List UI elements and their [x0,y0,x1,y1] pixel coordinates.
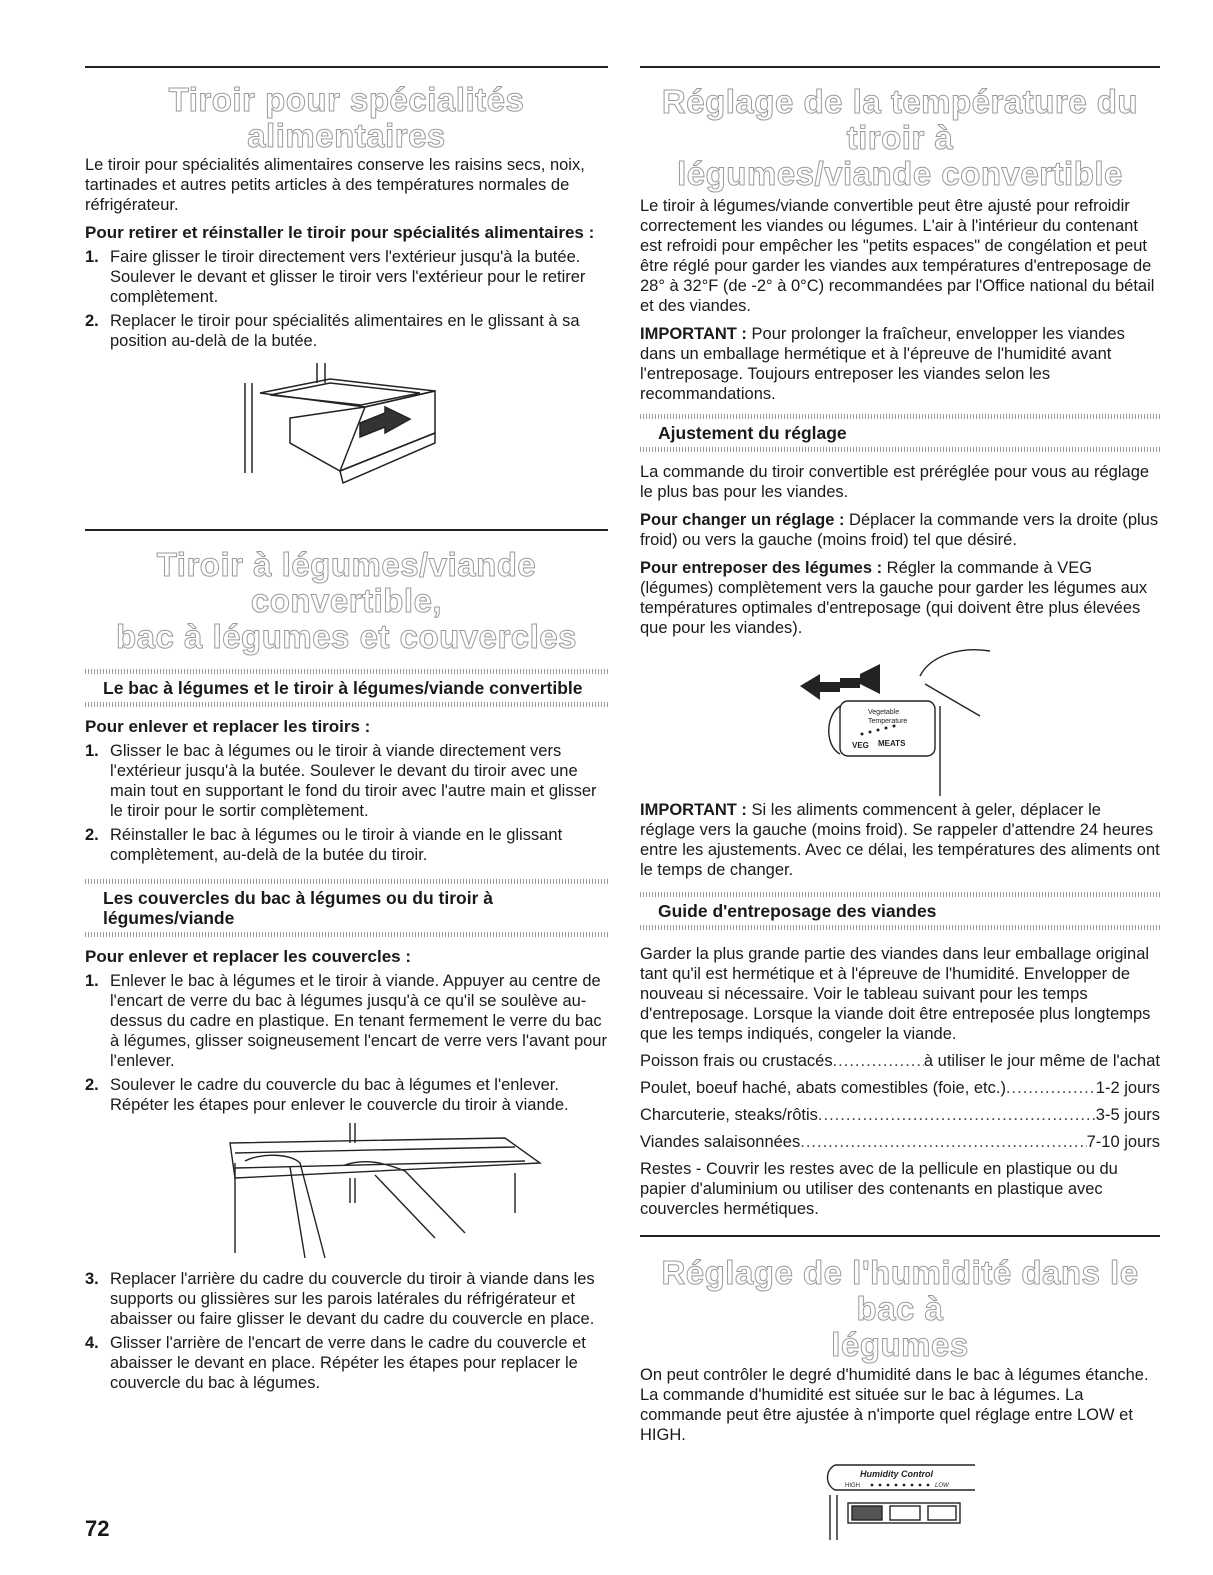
humidity-control-figure [640,1455,1160,1545]
table-row: Charcuterie, steaks/rôtis ..... 3-5 jours [640,1105,1160,1125]
list-item: 2. Soulever le cadre du couvercle du bac à légumes et l'enlever. Répéter les étapes pour enlever le couvercle du tiroir à viande. [85,1076,569,1114]
temp-figure-label-vegetable: Vegetable [868,709,900,716]
subhead-band-bottom [85,702,608,707]
list-item: 1. Faire glisser le tiroir directement vers l'extérieur jusqu'à la butée. Soulever le devant et glisser le tiroir vers l'extérieur pour le retirer complètement. [85,248,586,306]
list-item: 3. Replacer l'arrière du cadre du couvercle du tiroir à viande dans les supports ou glissières sur les parois latérales du réfrigérateur et abaisser ou faire glisser le devant du cadre du couvercle en place. [85,1270,595,1328]
temp-figure-label-meats: MEATS [878,739,906,748]
drawer-steps [85,741,608,865]
section-title-temp-line2: légumes/viande convertible [677,155,1123,192]
temp-figure-label-temperature: Temperature [868,718,908,725]
right-column [640,0,1160,1545]
important-note-2: IMPORTANT : Si les aliments commencent à geler, déplacer le réglage vers la gauche (moins froid). Se rappeler d'attendre 24 heures entre les ajustements. Avec ce délai, les températures des aliments ont le temps de changer. [640,801,1160,879]
section-rule-convertible [85,529,608,531]
humidity-figure-title: Humidity Control [860,1469,933,1479]
change-setting: Pour changer un réglage : Déplacer la commande vers la droite (plus froid) ou vers la gauche (moins froid) tel que désiré. [640,511,1159,549]
specialty-steps [85,247,608,351]
section-rule-humidity [640,1235,1160,1237]
veg-setting: Pour entreposer des légumes : Régler la commande à VEG (légumes) complètement vers la gauche pour garder les légumes aux températures optimales d'entreposage (qui doivent être plus élevées que pour les viandes). [640,559,1148,637]
section-title-convertible-line1: Tiroir à légumes/viande convertible, [156,546,537,619]
specialty-drawer-figure [85,363,608,513]
table-row: Poisson frais ou crustacés ..... à utiliser le jour même de l'achat [640,1051,1160,1071]
cover-steps [85,971,608,1115]
subhead-storage-guide: Guide d'entreposage des viandes [658,901,937,921]
top-rule-left [85,66,608,68]
subhead-covers: Les couvercles du bac à légumes ou du tiroir à légumes/viande [103,888,493,928]
specialty-intro: Le tiroir pour spécialités alimentaires conserve les raisins secs, noix, tartinades et autres petits articles à des températures normales de réfrigérateur. [85,156,585,214]
drawers-head: Pour enlever et replacer les tiroirs : [85,717,371,736]
adjust-text: La commande du tiroir convertible est préréglée pour vous au réglage le plus bas pour les viandes. [640,463,1150,501]
section-title-humidity-line1: Réglage de l'humidité dans le bac à [661,1254,1139,1327]
subhead-band-bottom-2 [85,932,608,937]
section-title-humidity-line2: légumes [831,1326,969,1363]
page-number: 72 [85,1516,110,1541]
section-title-specialty-drawer: Tiroir pour spécialités alimentaires [168,81,525,154]
list-item: 1. Enlever le bac à légumes et le tiroir à viande. Appuyer au centre de l'encart de verre du bac à légumes jusqu'à ce qu'il se soulève au-dessus du cadre en plastique. En tenant fermement le verre du bac à légumes, glisser soigneusement l'encart de verre vers l'avant pour l'enlever. [85,972,607,1070]
table-row: Poulet, boeuf haché, abats comestibles (foie, etc.) ..... 1-2 jours [640,1078,1160,1098]
table-row: Viandes salaisonnées ..... 7-10 jours [640,1132,1160,1152]
subhead-adjust: Ajustement du réglage [658,423,847,443]
temp-intro: Le tiroir à légumes/viande convertible peut être ajusté pour refroidir correctement les viandes ou légumes. L'air à l'intérieur du contenant est refroidi pour empêcher les "petits espaces" de congélation et peut être réglé pour garder les viandes aux températures d'entreposage de 28° à 32°F (de -2° à 0°C) recommandées par l'Office national du bétail et des viandes. [640,197,1155,315]
list-item: 1. Glisser le bac à légumes ou le tiroir à viande directement vers l'extérieur jusqu'à la butée. Soulever le devant du tiroir avec une main tout en supportant le fond du tiroir avec l'autre main et glisser le tiroir pour le sortir complètement. [85,742,597,820]
subhead-band-bottom-4 [640,925,1160,930]
subhead-crisper-drawer: Le bac à légumes et le tiroir à légumes/viande convertible [103,678,583,698]
top-rule-right [640,66,1160,68]
cover-steps-continued [85,1269,608,1393]
cover-removal-figure [85,1123,608,1263]
specialty-subhead: Pour retirer et réinstaller le tiroir pour spécialités alimentaires : [85,223,595,242]
section-title-convertible-line2: bac à légumes et couvercles [115,618,578,655]
left-column [85,0,608,1393]
humidity-figure-low: LOW [935,1483,949,1489]
guide-text: Garder la plus grande partie des viandes dans leur emballage original tant qu'il est hermétique et à l'épreuve de l'humidité. Envelopper de nouveau si nécessaire. Voir le tableau suivant pour les temps d'entreposage. Lorsque la viande doit être entreposée plus longtemps que les temps indiqués, congeler la viande. [640,945,1151,1043]
leftovers-text: Restes - Couvrir les restes avec de la pellicule en plastique ou du papier d'aluminium ou utiliser des contenants en plastique avec couvercles hermétiques. [640,1160,1118,1218]
list-item: 2. Replacer le tiroir pour spécialités alimentaires en le glissant à sa position au-delà de la butée. [85,312,580,350]
storage-table [640,1051,1160,1152]
subhead-band-bottom-3 [640,447,1160,452]
covers-head: Pour enlever et replacer les couvercles : [85,947,412,966]
list-item: 4. Glisser l'arrière de l'encart de verre dans le cadre du couvercle et abaisser le devant en place. Répéter les étapes pour replacer le couvercle du bac à légumes. [85,1334,586,1392]
section-title-temp-line1: Réglage de la température du tiroir à [661,83,1139,156]
important-note-1: IMPORTANT : Pour prolonger la fraîcheur, envelopper les viandes dans un emballage hermétique et à l'épreuve de l'humidité avant l'entreposage. Toujours entreposer les viandes selon les recommandations. [640,325,1125,403]
temp-figure-label-veg: VEG [852,741,869,750]
humidity-text: On peut contrôler le degré d'humidité dans le bac à légumes étanche. La commande d'humidité est située sur le bac à légumes. La commande peut être ajustée à n'importe quel réglage entre LOW et HIGH. [640,1366,1149,1444]
list-item: 2. Réinstaller le bac à légumes ou le tiroir à viande en le glissant complètement, au-delà de la butée du tiroir. [85,826,563,864]
temp-control-figure [640,646,1160,796]
humidity-figure-high: HIGH [845,1483,860,1489]
